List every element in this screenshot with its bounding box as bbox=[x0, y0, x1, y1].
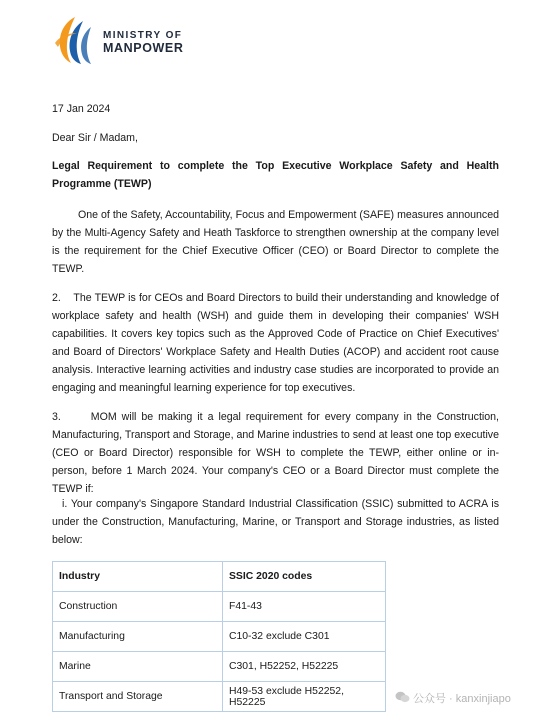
table-header-row bbox=[53, 562, 386, 592]
table-row bbox=[53, 682, 386, 712]
industry-cell: Construction bbox=[53, 592, 223, 622]
criteria-item-i: i. Your company's Singapore Standard Industrial Classification (SSIC) submitted to ACRA is under the Construction, Manufacturing, Marine, or Transport and Storage industries, as listed below: bbox=[52, 498, 499, 546]
salutation: Dear Sir / Madam, bbox=[52, 132, 138, 144]
ssic-code-cell: C301, H52252, H52225 bbox=[223, 652, 386, 682]
industry-cell: Transport and Storage bbox=[53, 682, 223, 712]
industry-cell: Manufacturing bbox=[53, 622, 223, 652]
watermark bbox=[395, 690, 511, 706]
wechat-icon bbox=[395, 691, 410, 703]
paragraph-1: One of the Safety, Accountability, Focus and Empowerment (SAFE) measures announced by the Multi-Agency Safety and Heath Taskforce to strengthen ownership at the company level is the requirement for the Chief Executive Officer (CEO) or Board Director to complete the TEWP. bbox=[52, 209, 499, 275]
ssic-code-cell: C10-32 exclude C301 bbox=[223, 622, 386, 652]
ssic-code-cell: H49-53 exclude H52252, H52225 bbox=[223, 682, 386, 712]
paragraph-3: 3. MOM will be making it a legal requirement for every company in the Construction, Manufacturing, Transport and Storage, and Marine industries to send at least one top executive (CEO or Board Director) responsible for WSH to complete the TEWP, either online or in-person, before 1 March 2024. Your company's CEO or a Board Director must complete the TEWP if: bbox=[52, 411, 502, 495]
ssic-table bbox=[52, 561, 386, 712]
ssic-code-cell: F41-43 bbox=[223, 592, 386, 622]
paragraph-2: 2. The TEWP is for CEOs and Board Directors to build their understanding and knowledge of workplace safety and health (WSH) and guide them in developing their companies' WSH capabilities. It covers key topics such as the Approved Code of Practice on Chief Executives' and Board of Directors' Workplace Safety and Health Duties (ACOP) and accident root cause analysis. Interactive learning activities and industry case studies are incorporated to provide an engaging and meaningful learning experience for top executives. bbox=[52, 292, 502, 394]
mom-logo bbox=[53, 15, 203, 65]
table-row bbox=[53, 592, 386, 622]
letter-subject: Legal Requirement to complete the Top Executive Workplace Safety and Health Programme (TEWP) bbox=[52, 160, 499, 190]
table-row bbox=[53, 622, 386, 652]
letter-date: 17 Jan 2024 bbox=[52, 103, 111, 115]
mom-logo-emblem bbox=[53, 15, 101, 65]
watermark-text: 公众号 · kanxinjiapo bbox=[413, 693, 511, 705]
table-row bbox=[53, 652, 386, 682]
industry-cell: Marine bbox=[53, 652, 223, 682]
column-header-ssic: SSIC 2020 codes bbox=[223, 562, 386, 592]
logo-text-line2: MANPOWER bbox=[103, 41, 184, 55]
column-header-industry: Industry bbox=[53, 562, 223, 592]
logo-text-line1: MINISTRY OF bbox=[103, 30, 183, 41]
